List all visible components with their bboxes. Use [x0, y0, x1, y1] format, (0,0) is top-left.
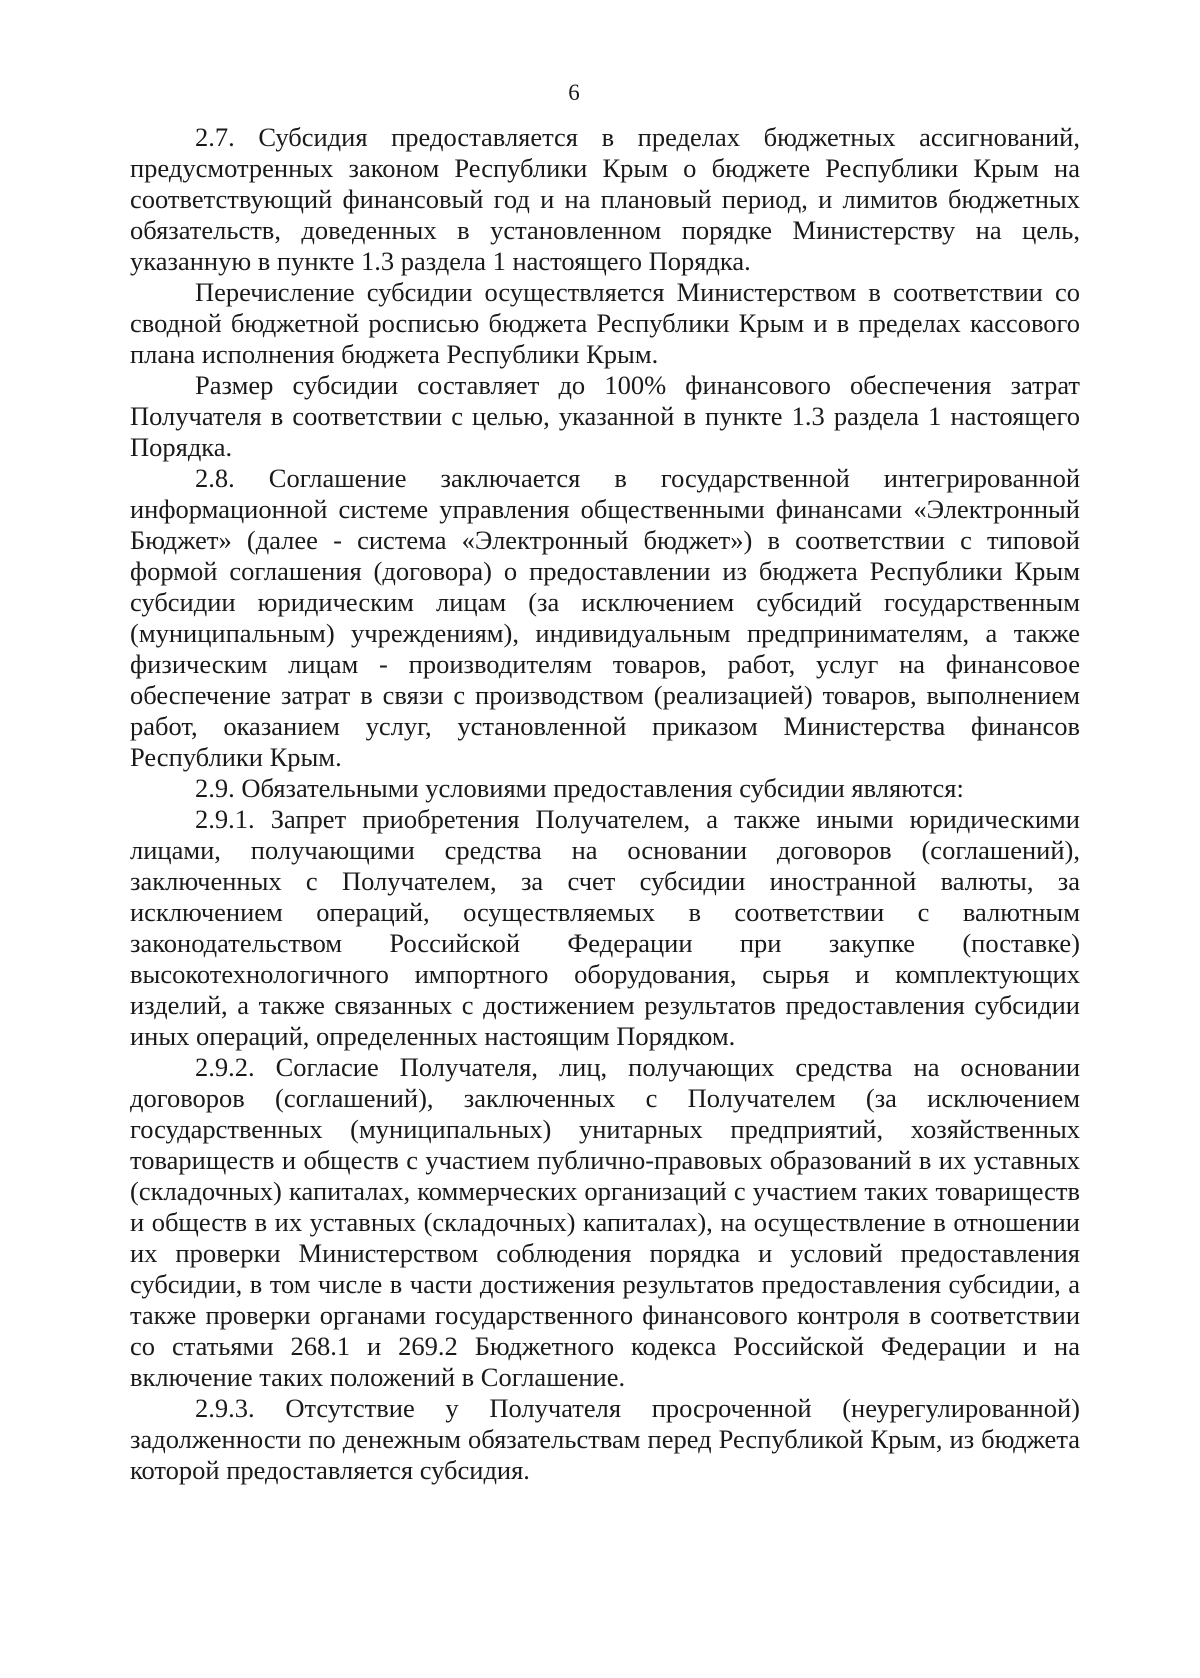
paragraph-2-9-3: 2.9.3. Отсутствие у Получателя просроченной (неурегулированной) задолженности по денежным обязательствам перед Республикой Крым, из бюджета которой предоставляется субсидия.: [130, 1393, 1080, 1485]
paragraph-2-9-2: 2.9.2. Согласие Получателя, лиц, получающих средства на основании договоров (соглашений), заключенных с Получателем (за исключением государственных (муниципальных) унитарных предприятий, хозяйственных товариществ и обществ с участием публично-правовых образований в их уставных (складочных) капиталах, коммерческих организаций с участием таких товариществ и обществ в их уставных (складочных) капиталах), на осуществление в отношении их проверки Министерством соблюдения порядка и условий предоставления субсидии, в том числе в части достижения результатов предоставления субсидии, а также проверки органами государственного финансового контроля в соответствии со статьями 268.1 и 269.2 Бюджетного кодекса Российской Федерации и на включение таких положений в Соглашение.: [130, 1052, 1080, 1392]
paragraph-2-7: 2.7. Субсидия предоставляется в пределах бюджетных ассигнований, предусмотренных законом Республики Крым о бюджете Республики Крым на соответствующий финансовый год и на плановый период, и лимитов бюджетных обязательств, доведенных в установленном порядке Министерству на цель, указанную в пункте 1.3 раздела 1 настоящего Порядка.: [130, 122, 1080, 276]
paragraph-2-9-1: 2.9.1. Запрет приобретения Получателем, а также иными юридическими лицами, получающими средства на основании договоров (соглашений), заключенных с Получателем, за счет субсидии иностранной валюты, за исключением операций, осуществляемых в соответствии с валютным законодательством Российской Федерации при закупке (поставке) высокотехнологичного импортного оборудования, сырья и комплектующих изделий, а также связанных с достижением результатов предоставления субсидии иных операций, определенных настоящим Порядком.: [130, 804, 1080, 1051]
paragraph-subsidy-size: Размер субсидии составляет до 100% финансового обеспечения затрат Получателя в соответствии с целью, указанной в пункте 1.3 раздела 1 настоящего Порядка.: [130, 370, 1080, 462]
paragraph-2-9: 2.9. Обязательными условиями предоставления субсидии являются:: [195, 773, 964, 803]
document-body: [130, 122, 1080, 1486]
page-number: 6: [568, 80, 580, 105]
paragraph-transfer: Перечисление субсидии осуществляется Министерством в соответствии со сводной бюджетной росписью бюджета Республики Крым и в пределах кассового плана исполнения бюджета Республики Крым.: [130, 277, 1080, 369]
paragraph-2-8: 2.8. Соглашение заключается в государственной интегрированной информационной системе управления общественными финансами «Электронный Бюджет» (далее - система «Электронный бюджет») в соответствии с типовой формой соглашения (договора) о предоставлении из бюджета Республики Крым субсидии юридическим лицам (за исключением субсидий государственным (муниципальным) учреждениям), индивидуальным предпринимателям, а также физическим лицам - производителям товаров, работ, услуг на финансовое обеспечение затрат в связи с производством (реализацией) товаров, выполнением работ, оказанием услуг, установленной приказом Министерства финансов Республики Крым.: [130, 463, 1080, 772]
